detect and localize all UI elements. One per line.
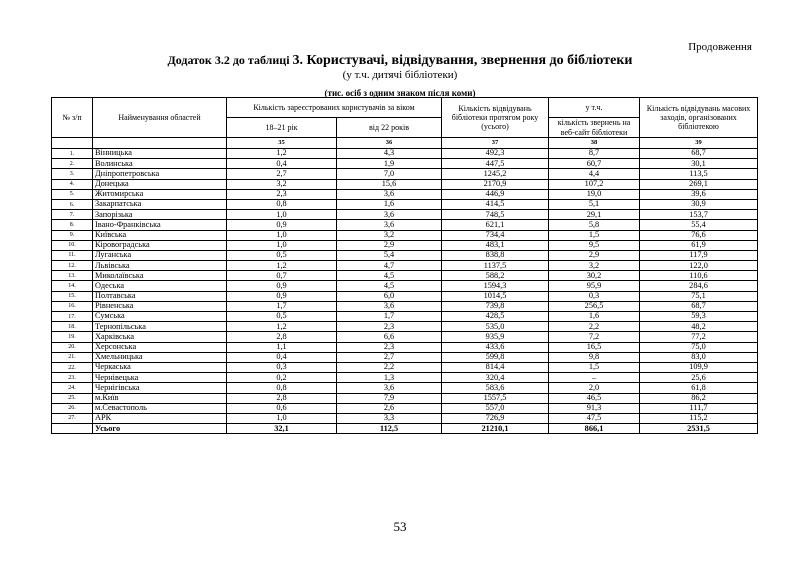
row-number: 17. <box>52 312 93 322</box>
region-name: Сумська <box>93 312 227 322</box>
region-name: Закарпатська <box>93 199 227 209</box>
web-requests: 9,8 <box>549 352 640 362</box>
table-row <box>52 322 758 332</box>
header-code-blank <box>52 138 93 149</box>
row-number: 9. <box>52 230 93 240</box>
header-num: № з/п <box>52 98 93 138</box>
header-code: 38 <box>549 138 640 149</box>
users-22-plus: 2,9 <box>337 240 442 250</box>
visits-total: 428,5 <box>442 312 549 322</box>
header-events: Кількість відвідувань масових заходів, організованих бібліотекою <box>640 98 758 138</box>
event-visits: 61,9 <box>640 240 758 250</box>
users-22-plus: 2,3 <box>337 342 442 352</box>
total-row <box>52 424 758 434</box>
event-visits: 39,6 <box>640 189 758 199</box>
event-visits: 109,9 <box>640 362 758 372</box>
web-requests: 2,2 <box>549 322 640 332</box>
table-row <box>52 281 758 291</box>
event-visits: 83,0 <box>640 352 758 362</box>
region-name: Хмельницька <box>93 352 227 362</box>
users-22-plus: 1,6 <box>337 199 442 209</box>
visits-total: 726,9 <box>442 413 549 423</box>
users-18-21: 1,2 <box>227 322 337 332</box>
row-number: 15. <box>52 291 93 301</box>
table-row <box>52 250 758 260</box>
table-row <box>52 149 758 159</box>
row-number: 21. <box>52 352 93 362</box>
users-22-plus: 15,6 <box>337 179 442 189</box>
event-visits: 30,1 <box>640 159 758 169</box>
users-22-plus: 4,7 <box>337 261 442 271</box>
event-visits: 30,9 <box>640 199 758 209</box>
web-requests: 95,9 <box>549 281 640 291</box>
visits-total: 414,5 <box>442 199 549 209</box>
table-row <box>52 189 758 199</box>
statistics-table <box>51 97 758 434</box>
users-18-21: 1,0 <box>227 210 337 220</box>
users-22-plus: 3,2 <box>337 230 442 240</box>
total-value: 2531,5 <box>640 424 758 434</box>
region-name: Чернівецька <box>93 373 227 383</box>
row-number: 7. <box>52 210 93 220</box>
visits-total: 1557,5 <box>442 393 549 403</box>
users-22-plus: 3,6 <box>337 220 442 230</box>
row-number: 3. <box>52 169 93 179</box>
header-web: кількість звернень на веб-сайт бібліотеки <box>549 118 640 138</box>
users-18-21: 0,2 <box>227 373 337 383</box>
table-row <box>52 362 758 372</box>
table-row <box>52 312 758 322</box>
web-requests: 16,5 <box>549 342 640 352</box>
header-registered: Кількість зареєстрованих користувачів за віком <box>227 98 442 118</box>
users-22-plus: 6,6 <box>337 332 442 342</box>
row-number: 2. <box>52 159 93 169</box>
visits-total: 1014,5 <box>442 291 549 301</box>
visits-total: 447,5 <box>442 159 549 169</box>
web-requests: 7,2 <box>549 332 640 342</box>
users-22-plus: 2,2 <box>337 362 442 372</box>
region-name: Чернігівська <box>93 383 227 393</box>
event-visits: 55,4 <box>640 220 758 230</box>
users-22-plus: 2,3 <box>337 322 442 332</box>
event-visits: 25,6 <box>640 373 758 383</box>
visits-total: 535,0 <box>442 322 549 332</box>
visits-total: 2170,9 <box>442 179 549 189</box>
row-number: 27. <box>52 413 93 423</box>
region-name: Херсонська <box>93 342 227 352</box>
region-name: Полтавська <box>93 291 227 301</box>
row-number: 25. <box>52 393 93 403</box>
visits-total: 483,1 <box>442 240 549 250</box>
row-number: 24. <box>52 383 93 393</box>
row-number: 10. <box>52 240 93 250</box>
web-requests: 5,8 <box>549 220 640 230</box>
web-requests: 107,2 <box>549 179 640 189</box>
page-subtitle: (у т.ч. дитячі бібліотеки) <box>342 69 458 81</box>
total-value <box>52 424 93 434</box>
visits-total: 557,0 <box>442 403 549 413</box>
title-main: 3. Користувачі, відвідування, звернення до бібліотеки <box>292 53 633 68</box>
users-18-21: 2,3 <box>227 189 337 199</box>
event-visits: 284,6 <box>640 281 758 291</box>
row-number: 19. <box>52 332 93 342</box>
row-number: 26. <box>52 403 93 413</box>
event-visits: 68,7 <box>640 149 758 159</box>
users-18-21: 0,8 <box>227 199 337 209</box>
table-row <box>52 291 758 301</box>
row-number: 8. <box>52 220 93 230</box>
users-22-plus: 5,4 <box>337 250 442 260</box>
web-requests: 19,0 <box>549 189 640 199</box>
users-22-plus: 1,7 <box>337 312 442 322</box>
region-name: Харківська <box>93 332 227 342</box>
table-row <box>52 373 758 383</box>
visits-total: 433,6 <box>442 342 549 352</box>
row-number: 11. <box>52 250 93 260</box>
row-number: 13. <box>52 271 93 281</box>
units-note: (тис. осіб з одним знаком після коми) <box>324 88 476 98</box>
table-row <box>52 169 758 179</box>
region-name: м.Севастополь <box>93 403 227 413</box>
event-visits: 117,9 <box>640 250 758 260</box>
page-title <box>0 53 800 69</box>
event-visits: 110,6 <box>640 271 758 281</box>
users-18-21: 1,7 <box>227 301 337 311</box>
total-label: Усього <box>93 424 227 434</box>
visits-total: 748,5 <box>442 210 549 220</box>
users-22-plus: 4,3 <box>337 149 442 159</box>
web-requests: 4,4 <box>549 169 640 179</box>
region-name: Київська <box>93 230 227 240</box>
event-visits: 115,2 <box>640 413 758 423</box>
users-18-21: 2,8 <box>227 332 337 342</box>
table-row <box>52 352 758 362</box>
title-prefix: Додаток 3.2 до таблиці <box>167 53 290 67</box>
region-name: Івано-Франківська <box>93 220 227 230</box>
region-name: Запорізька <box>93 210 227 220</box>
event-visits: 48,2 <box>640 322 758 332</box>
users-18-21: 2,7 <box>227 169 337 179</box>
table-row <box>52 332 758 342</box>
row-number: 6. <box>52 199 93 209</box>
table-row <box>52 342 758 352</box>
users-18-21: 0,9 <box>227 220 337 230</box>
web-requests: 60,7 <box>549 159 640 169</box>
web-requests: – <box>549 373 640 383</box>
region-name: Одеська <box>93 281 227 291</box>
row-number: 5. <box>52 189 93 199</box>
header-code: 37 <box>442 138 549 149</box>
visits-total: 838,8 <box>442 250 549 260</box>
header-code: 39 <box>640 138 758 149</box>
event-visits: 75,1 <box>640 291 758 301</box>
web-requests: 0,3 <box>549 291 640 301</box>
header-age1: 18–21 рік <box>227 118 337 138</box>
total-value: 866,1 <box>549 424 640 434</box>
event-visits: 153,7 <box>640 210 758 220</box>
table-row <box>52 230 758 240</box>
users-18-21: 1,2 <box>227 149 337 159</box>
web-requests: 9,5 <box>549 240 640 250</box>
users-18-21: 0,5 <box>227 250 337 260</box>
users-18-21: 1,2 <box>227 261 337 271</box>
table-row <box>52 159 758 169</box>
row-number: 22. <box>52 362 93 372</box>
visits-total: 446,9 <box>442 189 549 199</box>
region-name: Черкаська <box>93 362 227 372</box>
event-visits: 68,7 <box>640 301 758 311</box>
web-requests: 256,5 <box>549 301 640 311</box>
users-22-plus: 1,9 <box>337 159 442 169</box>
web-requests: 2,0 <box>549 383 640 393</box>
region-name: Кіровоградська <box>93 240 227 250</box>
region-name: Волинська <box>93 159 227 169</box>
row-number: 12. <box>52 261 93 271</box>
header-code: 35 <box>227 138 337 149</box>
table-row <box>52 240 758 250</box>
header-code-blank <box>93 138 227 149</box>
region-name: Львівська <box>93 261 227 271</box>
region-name: Житомирська <box>93 189 227 199</box>
users-22-plus: 7,0 <box>337 169 442 179</box>
region-name: АРК <box>93 413 227 423</box>
web-requests: 1,5 <box>549 230 640 240</box>
event-visits: 75,0 <box>640 342 758 352</box>
web-requests: 1,6 <box>549 312 640 322</box>
row-number: 14. <box>52 281 93 291</box>
event-visits: 122,0 <box>640 261 758 271</box>
event-visits: 113,5 <box>640 169 758 179</box>
region-name: Дніпропетровська <box>93 169 227 179</box>
event-visits: 77,2 <box>640 332 758 342</box>
event-visits: 61,8 <box>640 383 758 393</box>
visits-total: 588,2 <box>442 271 549 281</box>
visits-total: 583,6 <box>442 383 549 393</box>
users-22-plus: 6,0 <box>337 291 442 301</box>
region-name: Миколаївська <box>93 271 227 281</box>
visits-total: 734,4 <box>442 230 549 240</box>
visits-total: 1245,2 <box>442 169 549 179</box>
table-row <box>52 301 758 311</box>
web-requests: 29,1 <box>549 210 640 220</box>
total-value: 32,1 <box>227 424 337 434</box>
web-requests: 3,2 <box>549 261 640 271</box>
table-row <box>52 271 758 281</box>
users-22-plus: 2,6 <box>337 403 442 413</box>
visits-total: 814,4 <box>442 362 549 372</box>
header-age2: від 22 років <box>337 118 442 138</box>
visits-total: 739,8 <box>442 301 549 311</box>
web-requests: 8,7 <box>549 149 640 159</box>
visits-total: 320,4 <box>442 373 549 383</box>
users-18-21: 1,1 <box>227 342 337 352</box>
users-22-plus: 3,6 <box>337 301 442 311</box>
header-name: Найменування областей <box>93 98 227 138</box>
users-18-21: 0,3 <box>227 362 337 372</box>
table-row <box>52 261 758 271</box>
users-18-21: 0,9 <box>227 281 337 291</box>
visits-total: 935,9 <box>442 332 549 342</box>
visits-total: 492,3 <box>442 149 549 159</box>
row-number: 23. <box>52 373 93 383</box>
users-18-21: 0,5 <box>227 312 337 322</box>
total-value: 21210,1 <box>442 424 549 434</box>
users-18-21: 0,4 <box>227 352 337 362</box>
users-18-21: 0,4 <box>227 159 337 169</box>
users-22-plus: 3,6 <box>337 189 442 199</box>
users-18-21: 1,0 <box>227 413 337 423</box>
header-code: 36 <box>337 138 442 149</box>
visits-total: 621,1 <box>442 220 549 230</box>
users-22-plus: 3,6 <box>337 383 442 393</box>
users-18-21: 0,8 <box>227 383 337 393</box>
event-visits: 86,2 <box>640 393 758 403</box>
users-18-21: 0,9 <box>227 291 337 301</box>
row-number: 16. <box>52 301 93 311</box>
visits-total: 599,8 <box>442 352 549 362</box>
users-22-plus: 1,3 <box>337 373 442 383</box>
table-row <box>52 393 758 403</box>
continuation-label: Продовження <box>688 41 752 53</box>
web-requests: 46,5 <box>549 393 640 403</box>
table-row <box>52 199 758 209</box>
users-18-21: 1,0 <box>227 230 337 240</box>
region-name: м.Київ <box>93 393 227 403</box>
event-visits: 269,1 <box>640 179 758 189</box>
region-name: Рівненська <box>93 301 227 311</box>
total-value: 112,5 <box>337 424 442 434</box>
region-name: Луганська <box>93 250 227 260</box>
region-name: Тернопільська <box>93 322 227 332</box>
web-requests: 47,5 <box>549 413 640 423</box>
header-incl: у т.ч. <box>549 98 640 118</box>
web-requests: 2,9 <box>549 250 640 260</box>
users-22-plus: 2,7 <box>337 352 442 362</box>
table-row <box>52 413 758 423</box>
visits-total: 1594,3 <box>442 281 549 291</box>
web-requests: 5,1 <box>549 199 640 209</box>
page-number: 53 <box>393 519 407 534</box>
users-22-plus: 7,9 <box>337 393 442 403</box>
visits-total: 1137,5 <box>442 261 549 271</box>
web-requests: 30,2 <box>549 271 640 281</box>
row-number: 18. <box>52 322 93 332</box>
table-row <box>52 179 758 189</box>
users-18-21: 0,7 <box>227 271 337 281</box>
table-row <box>52 210 758 220</box>
web-requests: 1,5 <box>549 362 640 372</box>
header-visits: Кількість відвідувань бібліотеки протягом року (усього) <box>442 98 549 138</box>
row-number: 4. <box>52 179 93 189</box>
users-18-21: 3,2 <box>227 179 337 189</box>
users-18-21: 1,0 <box>227 240 337 250</box>
users-22-plus: 3,3 <box>337 413 442 423</box>
table-row <box>52 220 758 230</box>
users-22-plus: 4,5 <box>337 271 442 281</box>
row-number: 20. <box>52 342 93 352</box>
table-row <box>52 383 758 393</box>
event-visits: 76,6 <box>640 230 758 240</box>
event-visits: 111,7 <box>640 403 758 413</box>
table-body <box>52 149 758 434</box>
users-18-21: 2,8 <box>227 393 337 403</box>
region-name: Донецька <box>93 179 227 189</box>
region-name: Вінницька <box>93 149 227 159</box>
event-visits: 59,3 <box>640 312 758 322</box>
users-22-plus: 4,5 <box>337 281 442 291</box>
web-requests: 91,3 <box>549 403 640 413</box>
users-22-plus: 3,6 <box>337 210 442 220</box>
table-row <box>52 403 758 413</box>
row-number: 1. <box>52 149 93 159</box>
users-18-21: 0,6 <box>227 403 337 413</box>
